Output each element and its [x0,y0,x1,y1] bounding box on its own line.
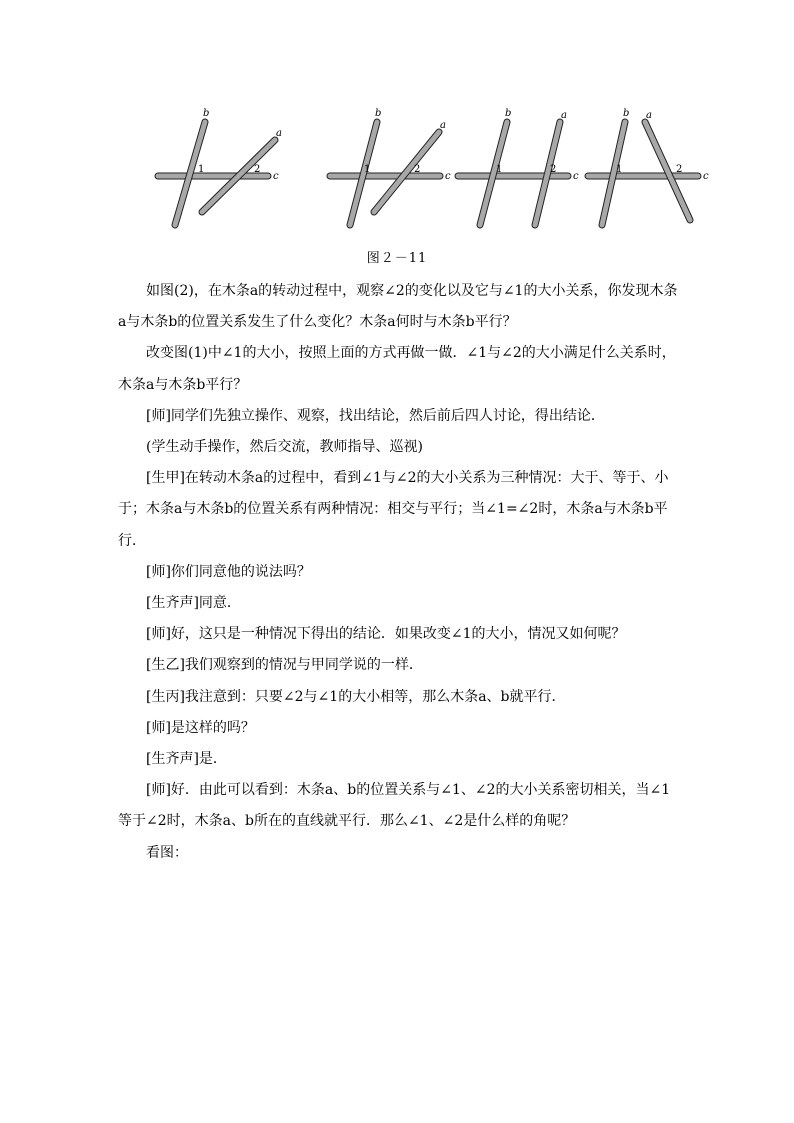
strip-a [645,122,690,220]
paragraph: 改变图(1)中∠1的大小，按照上面的方式再做一做．∠1与∠2的大小满足什么关系时，木条a与木条b平行？ [118,345,676,393]
label-a: a [276,128,282,139]
strip-a [374,132,439,212]
paragraph: [师]同学们先独立操作、观察，找出结论，然后前后四人讨论，得出结论． [146,407,605,424]
paragraph: [生丙]我注意到：只要∠2与∠1的大小相等，那么木条a、b就平行． [146,688,566,705]
label-angle-2: 2 [676,164,683,175]
paragraph: [生齐声]同意． [146,595,241,612]
paragraph: [生甲]在转动木条a的过程中，看到∠1与∠2的大小关系为三种情况：大于、等于、小于；木条a与木条b的位置关系有两种情况：相交与平行；当∠1=∠2时，木条a与木条b平行． [118,470,669,549]
label-angle-2: 2 [550,164,557,175]
body-text [118,276,680,869]
figure-caption: 图２－11 [366,251,428,266]
label-b: b [203,108,210,119]
paragraph: 看图： [146,844,188,861]
paragraph: [生乙]我们观察到的情况与甲同学说的一样． [146,657,423,674]
label-angle-2: 2 [414,164,421,175]
label-angle-1: 1 [198,164,205,175]
label-c: c [573,171,579,182]
paragraph: [师]是这样的吗？ [146,719,255,736]
label-b: b [505,108,512,119]
label-b: b [375,108,382,119]
paragraph: [师]你们同意他的说法吗？ [146,563,311,580]
paragraph: (学生动手操作，然后交流，教师指导、巡视) [146,439,423,456]
figure-svg [150,100,720,240]
label-a: a [561,110,567,121]
label-c: c [703,171,709,182]
label-a: a [646,110,652,121]
paragraph: [师]好．由此可以看到：木条a、b的位置关系与∠1、∠2的大小关系密切相关，当∠1等于∠2时，木条a、b所在的直线就平行．那么∠1、∠2是什么样的角呢？ [118,782,671,830]
paragraph: 如图(2)，在木条a的转动过程中，观察∠2的变化以及它与∠1的大小关系，你发现木条a与木条b的位置关系发生了什么变化？木条a何时与木条b平行？ [118,283,678,331]
paragraph: [生齐声]是． [146,751,227,768]
label-angle-1: 1 [496,164,503,175]
label-angle-1: 1 [364,164,371,175]
label-angle-2: 2 [254,164,261,175]
label-c: c [273,171,279,182]
wooden-strips-figure [150,100,720,240]
label-a: a [440,120,446,131]
paragraph: [师]好，这只是一种情况下得出的结论．如果改变∠1的大小，情况又如何呢？ [146,626,626,643]
label-b: b [623,108,630,119]
label-c: c [445,171,451,182]
label-angle-1: 1 [616,164,623,175]
